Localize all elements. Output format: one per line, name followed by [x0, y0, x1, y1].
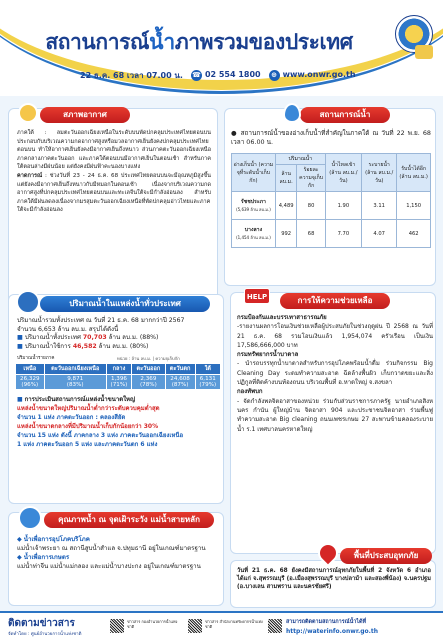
quality-heading: คุณภาพน้ำ ณ จุดเฝ้าระวัง แม่น้ำสายหลัก [44, 512, 214, 528]
th-percent: ร้อยละความจุเก็บกัก [297, 165, 325, 192]
stored-value: 70,703 [82, 334, 107, 341]
flood-text: วันที่ 21 ธ.ค. 68 ยังคงมีสถานการณ์อุทกภัยในพื้นที่ 2 จังหวัด 6 อำเภอ ได้แก่ จ.สุพรรณบุรี (อ.เมืองสุพรรณบุรี บางปลาม้า และสองพี่น้อง) จ.นครปฐม (อ.บางเลน สามพราน และนครชัยศรี) [237, 568, 431, 590]
footer-site-label: สามารถติดตามสถานการณ์น้ำได้ที่ [286, 619, 367, 625]
region-table-unit: หน่วย : ล้าน ลบ.ม. | ความจุเก็บกัก [117, 356, 180, 361]
dam-icon [16, 290, 40, 314]
flood-card [230, 560, 436, 608]
water-drop-icon [283, 103, 301, 123]
footer-follow-sub: จัดทำโดย : ศูนย์อำนวยการน้ำแห่งชาติ [8, 632, 82, 637]
qr2-label: ข่าวสาร สำนักงานทรัพยากรน้ำแห่งชาติ [205, 619, 263, 629]
water-card [224, 108, 436, 286]
footer-url[interactable]: http://waterinfo.onwr.go.th [286, 628, 379, 635]
help-card [230, 292, 436, 554]
water-intro: ● สถานการณ์น้ำของอ่างเก็บน้ำที่สำคัญในภาคใต้ ณ วันที่ 22 พ.ย. 68 เวลา 06.00 น. [231, 129, 431, 146]
water-heading: สถานการณ์น้ำ [300, 107, 390, 123]
weather-paragraph2: : ช่วงวันที่ 23 - 24 ธ.ค. 68 ประเทศไทยตอนบนจะมีอุณหภูมิสูงขึ้น แต่ยังคงมีอากาศเย็นถึงหนาวกับมีหมอกในตอนเช้า เนื่องจากบริเวณความกดอากาศสูงที่ปกคลุมประเทศไทยตอนบนและทะเลจีนใต้จะมีกำลังอ่อนลง สำหรับภาคใต้มีฝนลดลงเนื่องจากมรสุมตะวันออกเฉียงเหนือที่พัดปกคลุมอ่าวไทยและภาคใต้จะมีกำลังอ่อนลง [17, 172, 211, 214]
phone-row [191, 70, 261, 81]
header-info-row [80, 68, 356, 82]
th-volume: ปริมาณน้ำ [275, 154, 325, 165]
page-title [14, 26, 384, 59]
region-table-caption: ปริมาณน้ำรายภาค [17, 356, 55, 361]
weather-text [17, 129, 211, 215]
quality-text: ◆ น้ำเพื่อการอุปโภคบริโภค แม่น้ำเจ้าพระยา ณ สถานีสูบน้ำสำแล จ.ปทุมธานี อยู่ในเกณฑ์มาตรฐาน ◆ น้ำเพื่อการเกษตร แม่น้ำท่าจีน แม่น้ำแม่กลอง และแม่น้ำบางปะกง อยู่ในเกณฑ์มาตรฐาน [17, 536, 206, 570]
phone-number: 02 554 1800 [204, 69, 261, 79]
title-part2: น้ำ [149, 30, 175, 54]
th-inflow: น้ำไหลเข้า (ล้าน ลบ.ม./วัน) [325, 154, 361, 192]
date-time: 22 ธ.ค. 68 เวลา 07.00 น. [80, 70, 183, 80]
header [0, 0, 443, 96]
flood-heading: พื้นที่ประสบอุทกภัย [340, 548, 432, 564]
reservoir-summary: ปริมาณน้ำรวมทั้งประเทศ ณ วันที่ 21 ธ.ค. 68 มากกว่าปี 2567 จำนวน 6,653 ล้าน ลบ.ม. สรุปได้ดังนี้ ■ ปริมาณน้ำทั้งประเทศ 70,703 ล้าน ลบ.ม. (88%) ■ ปริมาณน้ำใช้การ 46,582 ล้าน ลบ.ม. (80%) [17, 317, 185, 350]
weather-paragraph1: ภาคใต้ : ลมตะวันออกเฉียงเหนือในระดับบนพัดปกคลุมประเทศไทยตอนบน ประกอบกับบริเวณความกดอากาศสูงหรือมวลอากาศเย็นยังคงปกคลุมประเทศไทยตอนบน ทำให้อากาศเย็นยังคงมีอากาศเย็นถึงหนาว ส่วนภาคตะวันออกเฉียงเหนือ ภาคกลางภาคตะวันออก และภาคใต้ตอนบนมีอากาศเย็นในตอนเช้า สำหรับภาคใต้ตอนล่างมีฝนน้อย แต่ยังคงมีฝนฟ้าคะนองบางแห่ง [17, 130, 211, 171]
th-reservoir: อ่างเก็บน้ำ (ความจุที่ระดับน้ำเก็บกัก) [232, 154, 276, 192]
th-mcm: ล้าน ลบ.ม. [275, 165, 297, 192]
qr-code-3[interactable] [268, 619, 282, 633]
phone-icon: ☎ [192, 70, 201, 79]
weather-heading: สภาพอากาศ [40, 107, 130, 123]
sun-cloud-icon [18, 103, 38, 123]
help-badge: HELP [244, 288, 270, 304]
region-table: เหนือ ตะวันออกเฉียงเหนือ กลาง ตะวันออก ตะวันตก ใต้ 26,329 (96%) 9,871 (83%) 1,396 (71%) 2,369 (78%) 24,608 (87%) 6,131 (79%) [15, 363, 221, 390]
title-part1: สถานการณ์ [45, 30, 150, 54]
reservoir-card [8, 294, 224, 504]
footer [0, 611, 443, 640]
assessment: ■ การประเมินสถานการณ์แหล่งน้ำขนาดใหญ่ แหล่งน้ำขนาดใหญ่ปริมาณน้ำต่ำกว่าระดับควบคุมต่ำสุด จำนวน 1 แห่ง ภาคตะวันออก : คลองสียัด แหล่งน้ำขนาดกลางที่มีปริมาณน้ำเก็บกักน้อยกว่า 30% จำนวน 15 แห่ง ดังนี้ ภาคกลาง 3 แห่ง ภาคตะวันออกเฉียงเหนือ 1 แห่ง ภาคตะวันออก 5 แห่ง และภาคตะวันตก 6 แห่ง [17, 396, 184, 448]
qr-code-1[interactable] [110, 619, 124, 633]
title-part3: ภาพรวมของประเทศ [174, 30, 353, 54]
website-link[interactable]: www.onwr.go.th [282, 69, 356, 79]
website-row[interactable] [269, 70, 356, 81]
usable-value: 46,582 [72, 342, 97, 350]
forecast-label: คาดการณ์ [17, 172, 43, 179]
table-row: รัชชประภา (5,639 ล้าน ลบ.ม.) 4,489 80 1.90 3.11 1,150 [232, 192, 431, 220]
th-outflow: ระบายน้ำ (ล้าน ลบ.ม./วัน) [362, 154, 397, 192]
table-row: 26,329 (96%) 9,871 (83%) 1,396 (71%) 2,369 (78%) 24,608 (87%) 6,131 (79%) [16, 375, 221, 390]
help-heading: การให้ความช่วยเหลือ [280, 293, 390, 309]
reservoir-table [231, 153, 431, 248]
water-quality-icon [18, 506, 42, 530]
qr-code-2[interactable] [188, 619, 202, 633]
footer-follow: ติดตามข่าวสาร [8, 618, 75, 629]
secondary-logo [415, 45, 433, 59]
table-row: บางลาง (1,454 ล้าน ลบ.ม.) 992 68 7.70 4.07 462 [232, 220, 431, 248]
qr1-label: ข่าวสาร กองอำนวยการน้ำแห่งชาติ [127, 619, 178, 629]
reservoir-heading: ปริมาณน้ำในแหล่งน้ำทั่วประเทศ [40, 296, 210, 312]
help-text: กรมป้องกันและบรรเทาสาธารณภัย -รายงานผลการโอนเงินช่วยเหลือผู้ประสบภัยในช่วงฤดูฝน ปี 2568 ณ วันที่ 21 ธ.ค. 68 รวมโอนเงินแล้ว 1,954,074 ครัวเรือน เป็นเงิน 17,586,666,000 บาท กรมทรัพยากรน้ำบาดาล - นำรถบรรทุกน้ำบาดาลสำหรับการอุปโภคพร้อมน้ำดื่ม ร่วมกิจกรรม Big Cleaning Day ระดมทำความสะอาด ฉีดล้างพื้นผิว เก็บกวาดขยะและสิ่งปฏิกูลที่ติดค้างบนท้องถนน บริเวณพื้นที่ อ.หาดใหญ่ จ.สงขลา กองทัพบก - จัดกำลังพลจิตอาสาของหน่วย ร่วมกับส่วนราชการภาครัฐ นายอำเภอสิงหนคร กำนัน ผู้ใหญ่บ้าน จิตอาสา 904 และประชาชนจิตอาสา ร่วมพื้นฟูทำความสะอาด Big cleaning ถนนเพชรเกษม 27 สะพานข้ามคลองระบายน้ำ ร.1 เทศบาลนครหาดใหญ่ [237, 314, 433, 433]
th-remaining: รับน้ำได้อีก (ล้าน ลบ.ม.) [397, 154, 431, 192]
globe-icon: ⊕ [269, 70, 280, 81]
